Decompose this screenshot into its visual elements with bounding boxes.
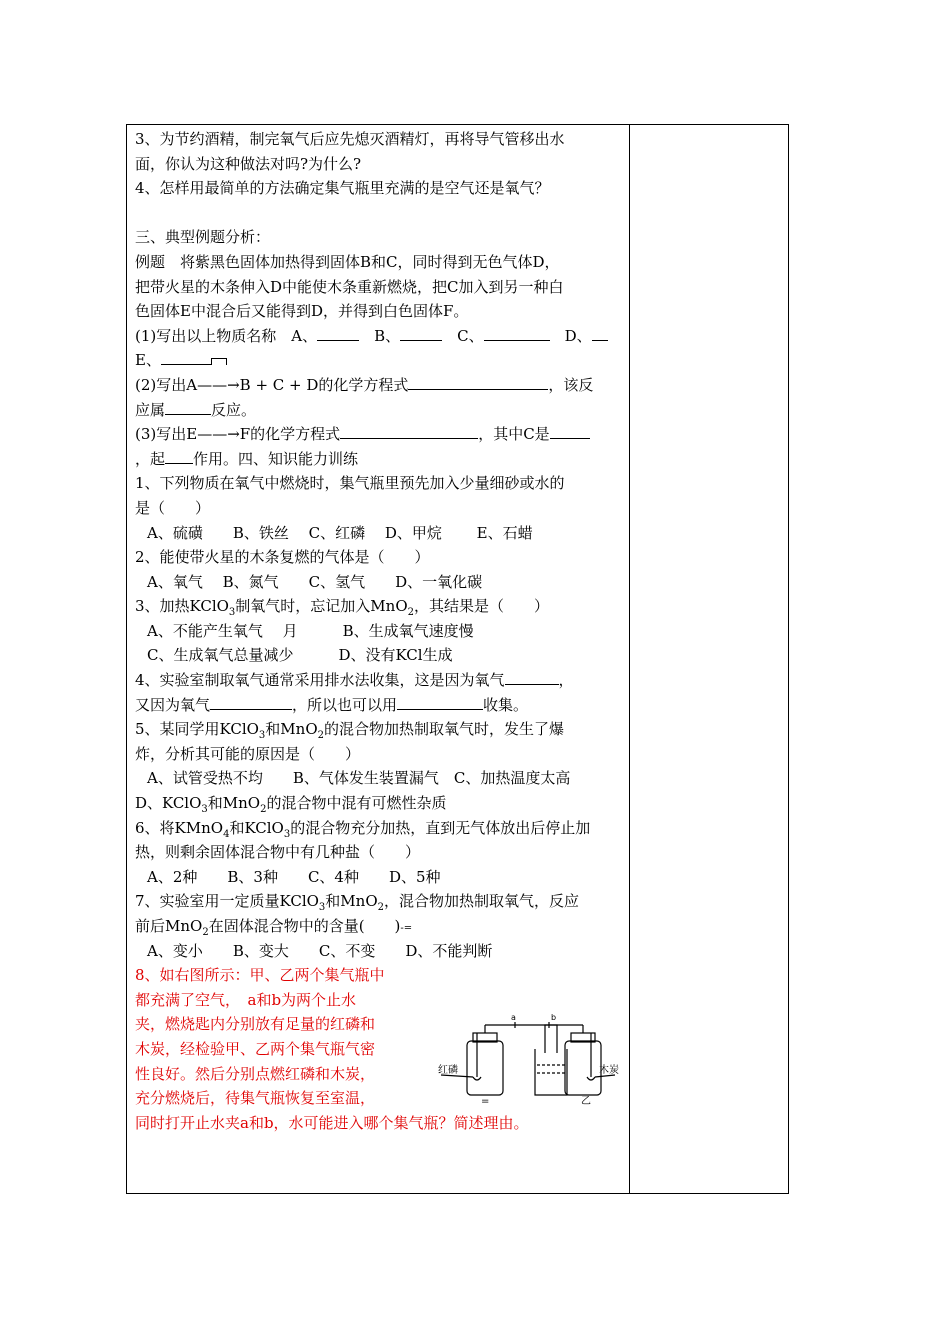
t5-optd-b: 和MnO [207,794,261,813]
subscript: 2 [202,927,209,938]
blank-E[interactable] [161,349,211,365]
label-b: b [551,1013,557,1022]
t8-line1: 8、如右图所示：甲、乙两个集气瓶中 [135,966,385,985]
t5-optd-c: 的混合物中混有可燃性杂质 [266,794,447,813]
part3-text: ，起 [135,449,166,468]
t6-line2: 热，则剩余固体混合物中有几种盐（ ） [135,843,421,862]
blank-D[interactable] [592,325,608,341]
blank-equation-1[interactable] [408,374,548,390]
part3-mid: ，其中C是 [478,425,550,444]
spoon-right [587,1077,595,1080]
q3-line1: 3、为节约酒精，制完氧气后应先熄灭酒精灯，再将导气管移出水 [135,130,565,148]
t5-line2: 炸，分析其可能的原因是（ ） [135,744,361,763]
subscript: 3 [318,902,326,914]
t8-line2: 都充满了空气， a和b为两个止水 [135,990,357,1009]
section-heading-3: 三、典型例题分析： [135,228,271,247]
t6-text-b: 和KClO [229,818,284,837]
subscript: 2 [260,804,267,816]
t5-text-c: 的混合物加热制取氧气时，发生了爆 [324,720,565,739]
bottle-yi [565,1041,601,1095]
t4-text-d: ，所以也可以用 [292,695,398,714]
t3-text-c: ，其结果是（ ） [414,597,550,616]
t8-line4: 木炭，经检验甲、乙两个集气瓶气密 [135,1039,376,1058]
subscript: 3 [283,828,291,840]
label-yi: 乙 [581,1096,591,1105]
t5-optd-a: D、KClO [135,794,202,813]
t7-line2 [135,914,623,939]
t7-text-b: 和MnO [325,892,378,911]
q4-text: 4、怎样用最简单的方法确定集气瓶里充满的是空气还是氧气？ [135,179,550,198]
t3-line1 [135,594,623,619]
water-beaker [535,1049,567,1095]
example-part1 [135,324,623,349]
blank-A[interactable] [317,325,359,341]
t6-line1 [135,816,623,841]
t5-option-d [135,791,623,816]
t4-text-b: ， [558,671,574,690]
example-line1: 例题 将紫黑色固体加热得到固体B和C，同时得到无色气体D， [135,252,560,271]
subscript: 3 [258,730,266,742]
label-jia: = [481,1096,490,1105]
t2-options: A、氧气 B、氮气 C、氢气 D、一氧化碳 [147,572,483,591]
label-red-phosphorus: 红磷 [438,1065,458,1076]
example-part2 [135,373,623,398]
q3-line2: 面，你认为这种做法对吗?为什么? [135,154,362,173]
part1-B: B、 [359,326,401,345]
t6-text-c: 的混合物充分加热，直到无气体放出后停止加 [290,818,591,837]
example-part3-cont [135,447,623,472]
t4-text-e: 收集。 [483,695,529,714]
part1-C: C、 [442,326,484,345]
t4-text-c: 又因为氧气 [135,695,211,714]
t8-line5: 性良好。然后分别点燃红磷和木炭， [135,1064,376,1083]
part3-prefix: (3)写出E——→F的化学方程式 [135,425,341,444]
t5-option-abc: A、试管受热不均 B、气体发生装置漏气 C、加热温度太高 [147,769,571,788]
t7-line1 [135,889,623,914]
blank-function[interactable] [165,448,193,464]
t5-text-b: 和MnO [265,720,318,739]
example-part1-cont [135,348,623,373]
label-a: a [511,1013,516,1022]
subscript: 2 [407,607,414,619]
t1-line1: 1、下列物质在氧气中燃烧时，集气瓶里预先加入少量细砂或水的 [135,474,565,493]
label-charcoal: 木炭 [599,1065,619,1076]
part1-D: D、 [549,326,592,345]
part2-text: 应属 [135,400,166,419]
blank-t4-1[interactable] [505,669,559,685]
subscript: 4 [223,828,230,840]
t7-text-a: 7、实验室用一定质量KClO [135,892,319,911]
blank-C[interactable] [484,325,550,341]
part2-prefix: (2)写出A——→B + C + D的化学方程式 [135,375,409,394]
example-part3 [135,422,623,447]
spacer [135,201,623,226]
t6-options: A、2种 B、3种 C、4种 D、5种 [147,867,441,886]
t3-text-b: 制氧气时，忘记加入MnO [235,597,408,616]
table-column-divider [629,124,630,1194]
t5-line1 [135,717,623,742]
blank-B[interactable] [400,325,442,341]
t6-text-a: 6、将KMnO [135,818,224,837]
t4-line2 [135,693,623,718]
t8-line6: 充分燃烧后，待集气瓶恢复至室温， [135,1089,376,1108]
blank-t4-2[interactable] [210,694,292,710]
blank-C-role[interactable] [550,423,590,439]
t8-line7: 同时打开止水夹a和b，水可能进入哪个集气瓶？简述理由。 [135,1113,529,1132]
t4-line1 [135,668,623,693]
part2-text-end: 反应。 [211,400,257,419]
t4-text-a: 4、实验室制取氧气通常采用排水法收集，这是因为氧气 [135,671,505,690]
part1-E: E、 [135,351,161,370]
t3-option-cd: C、生成氧气总量减少 D、没有KCl生成 [147,646,453,665]
t1-line2: 是（ ） [135,498,211,517]
part3-text-end: 作用。四、知识能力训练 [193,449,359,468]
t5-text-a: 5、某同学用KClO [135,720,259,739]
subscript: 2 [377,902,384,914]
example-line3: 色固体E中混合后又能得到D，并得到白色固体F。 [135,302,469,321]
subscript: 2 [317,730,324,742]
t3-text-a: 3、加热KClO [135,597,229,616]
blank-equation-2[interactable] [340,423,478,439]
gas-bottle-apparatus-figure [437,1013,625,1105]
t7-mark: -= [400,923,413,934]
part2-suffix: ，该反 [548,375,594,394]
t8-line3: 夹，燃烧匙内分别放有足量的红磷和 [135,1015,376,1034]
t7-text-c: ，混合物加热制取氧气，反应 [384,892,580,911]
spoon-left [473,1077,481,1080]
subscript: 3 [201,804,208,816]
t2-line1: 2、能使带火星的木条复燃的气体是（ ） [135,548,430,567]
example-line2: 把带火星的木条伸入D中能使木条重新燃烧，把C加入到另一种白 [135,277,564,296]
part1-prefix: (1)写出以上物质名称 A、 [135,326,318,345]
t7-text-d: 前后MnO [135,917,203,935]
t1-options: A、硫磺 B、铁丝 C、红磷 D、甲烷 E、石蜡 [147,523,533,542]
blank-reaction-type[interactable] [165,399,211,415]
t7-text-e: 在固体混合物中的含量( ) [208,917,401,935]
subscript: 3 [228,607,236,619]
bottle-jia [467,1041,503,1095]
blank-mark [211,358,227,365]
t7-options: A、变小 B、变大 C、不变 D、不能判断 [147,941,493,960]
worksheet-content [135,127,623,1135]
t3-option-ab: A、不能产生氧气 月 B、生成氧气速度慢 [147,621,474,640]
example-part2-cont [135,398,623,423]
blank-t4-3[interactable] [397,694,483,710]
